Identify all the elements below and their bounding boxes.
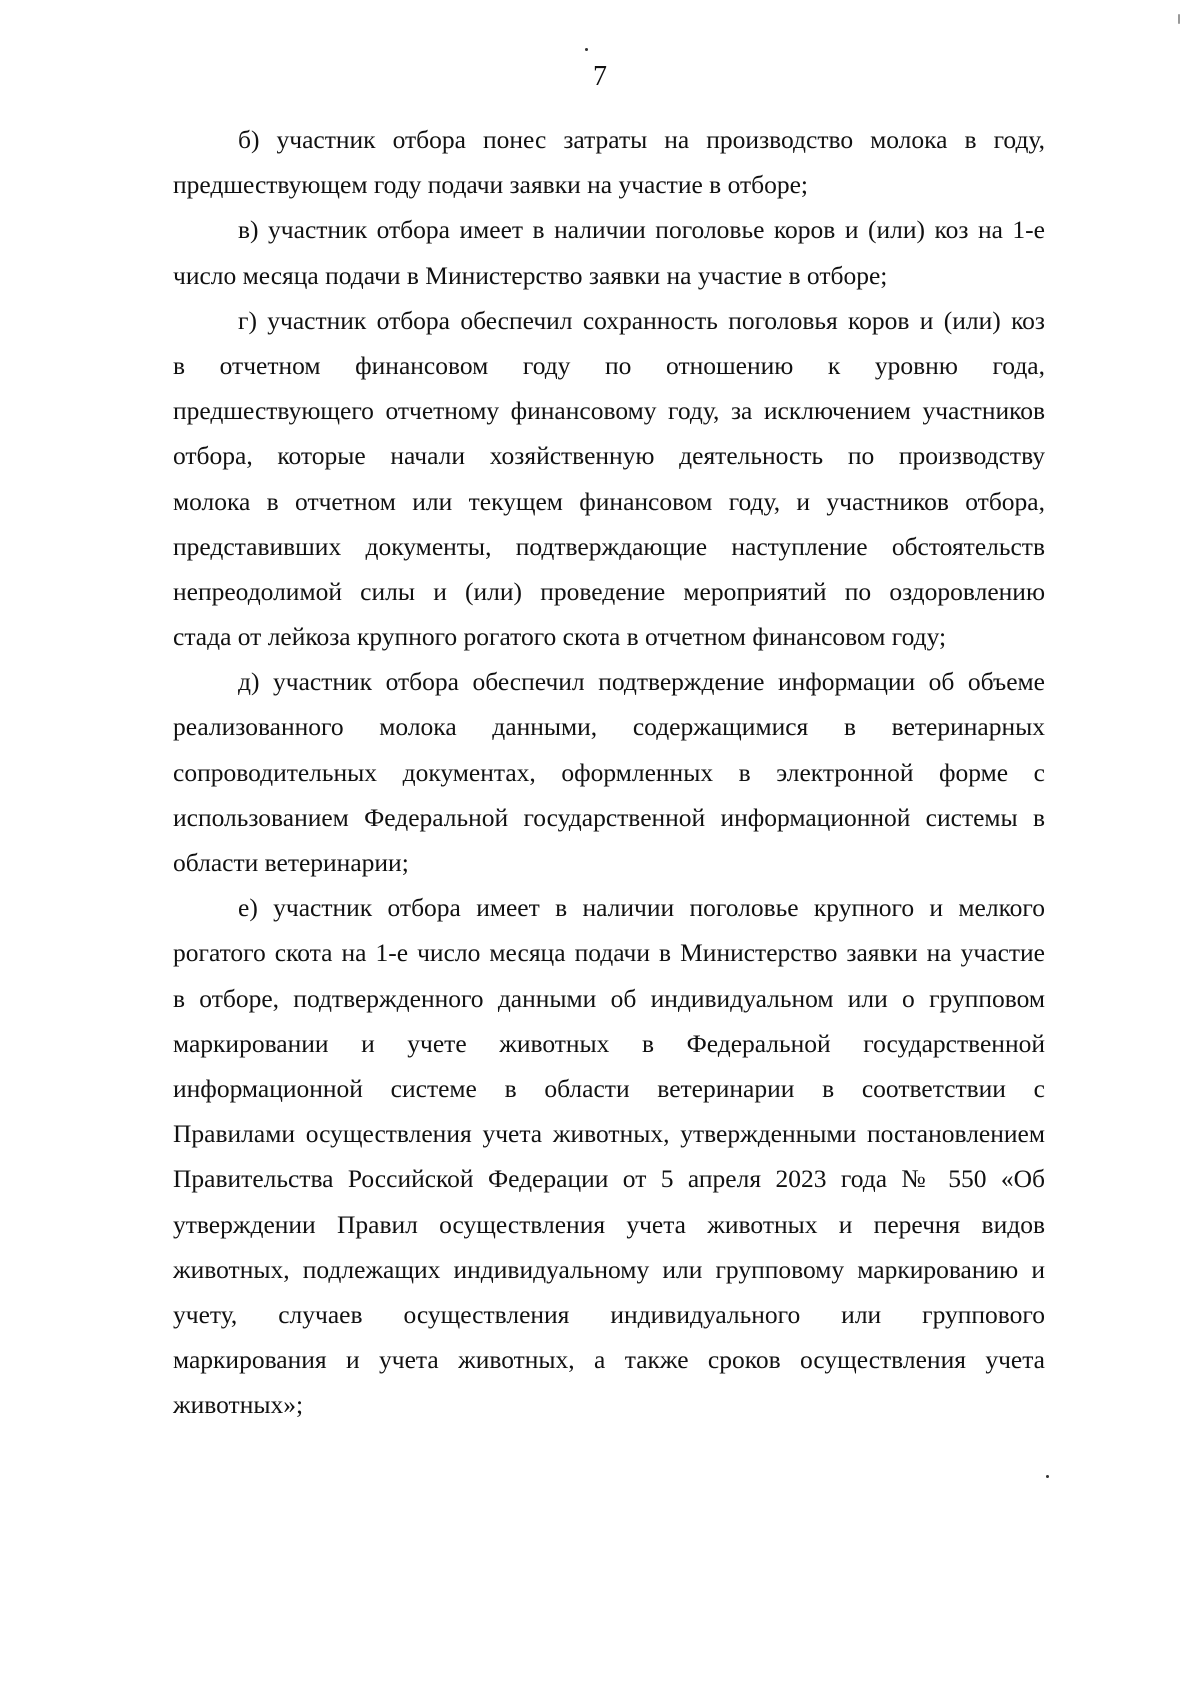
text-line: молока в отчетном или текущем финансовом году, и участников отбора, <box>173 486 1045 516</box>
text-line: в отчетном финансовом году по отношению к уровню года, <box>173 350 1045 380</box>
text-line: е) участник отбора имеет в наличии поголовье крупного и мелкого <box>238 893 1045 923</box>
text-line: животных»; <box>173 1390 304 1420</box>
text-line: маркировании и учете животных в Федеральной государственной <box>173 1028 1045 1058</box>
page-number: 7 <box>593 61 607 92</box>
text-line: б) участник отбора понес затраты на производство молока в году, <box>238 125 1045 154</box>
text-line: области ветеринарии; <box>173 848 409 877</box>
document-body <box>173 117 1045 1427</box>
text-line: животных, подлежащих индивидуальному или групповому маркированию и <box>173 1254 1045 1284</box>
text-line: г) участник отбора обеспечил сохранность поголовья коров и (или) коз <box>238 305 1045 335</box>
text-line: в) участник отбора имеет в наличии поголовье коров и (или) коз на 1-е <box>238 215 1045 245</box>
paragraph-v <box>173 207 1045 297</box>
text-line: рогатого скота на 1-е число месяца подачи в Министерство заявки на участие <box>173 938 1045 968</box>
paragraph-e <box>173 885 1045 1427</box>
text-line: стада от лейкоза крупного рогатого скота в отчетном финансовом году; <box>173 622 947 652</box>
text-line: число месяца подачи в Министерство заявки на участие в отборе; <box>173 260 888 290</box>
scan-artifact-mark <box>1178 14 1180 24</box>
paragraph-d <box>173 659 1045 885</box>
text-line: непреодолимой силы и (или) проведение мероприятий по оздоровлению <box>173 576 1045 606</box>
text-line: предшествующем году подачи заявки на участие в отборе; <box>173 170 809 200</box>
text-line: утверждении Правил осуществления учета животных и перечня видов <box>173 1209 1045 1239</box>
text-line: Правилами осуществления учета животных, утвержденными постановлением <box>173 1119 1045 1149</box>
text-line: Правительства Российской Федерации от 5 апреля 2023 года № 550 «Об <box>173 1164 1045 1194</box>
scan-artifact-dot <box>585 48 588 51</box>
text-line: использованием Федеральной государственной информационной системы в <box>173 802 1045 832</box>
text-line: отбора, которые начали хозяйственную деятельность по производству <box>173 441 1045 471</box>
text-line: представивших документы, подтверждающие наступление обстоятельств <box>173 531 1045 561</box>
text-line: маркирования и учета животных, а также сроков осуществления учета <box>173 1345 1045 1375</box>
text-line: учету, случаев осуществления индивидуального или группового <box>173 1299 1045 1329</box>
text-line: информационной системе в области ветеринарии в соответствии с <box>173 1073 1045 1103</box>
text-line: в отборе, подтвержденного данными об индивидуальном или о групповом <box>173 983 1045 1013</box>
scan-artifact-dot <box>1046 1475 1049 1478</box>
text-line: предшествующего отчетному финансовому году, за исключением участников <box>173 396 1045 426</box>
text-line: сопроводительных документах, оформленных в электронной форме с <box>173 757 1045 787</box>
paragraph-b <box>173 117 1045 207</box>
text-line: д) участник отбора обеспечил подтверждение информации об объеме <box>238 667 1045 697</box>
paragraph-g <box>173 298 1045 660</box>
text-line: реализованного молока данными, содержащимися в ветеринарных <box>173 712 1045 742</box>
